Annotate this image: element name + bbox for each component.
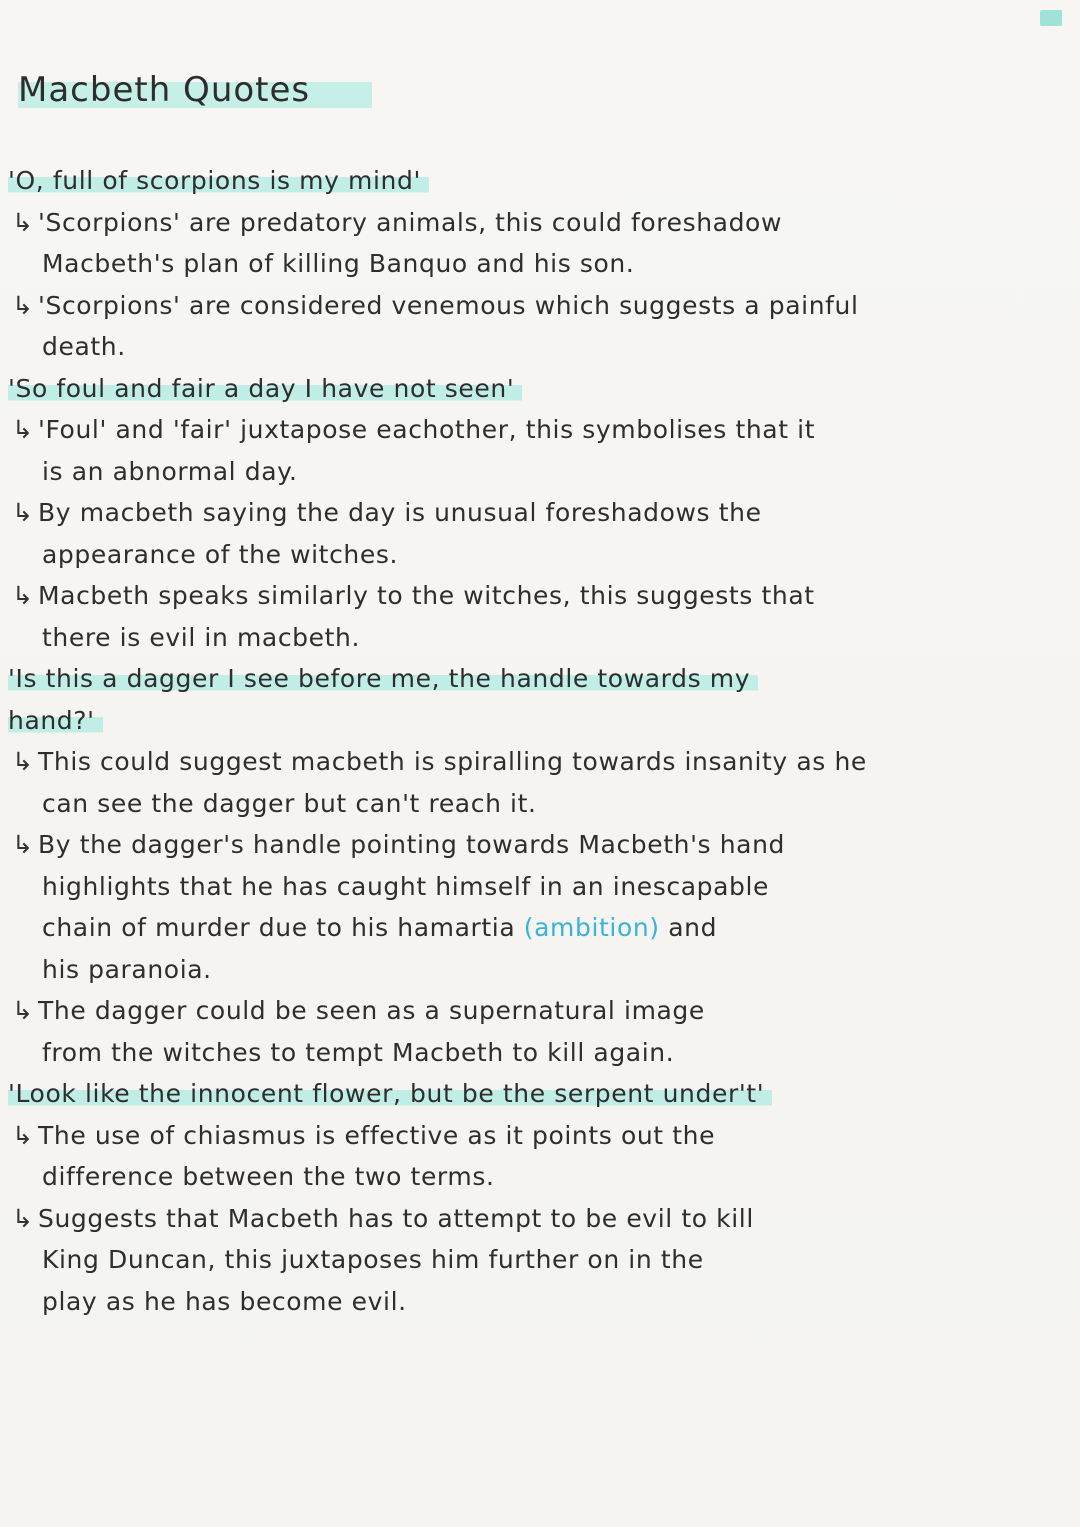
quote-line xyxy=(8,160,1048,202)
arrow-bullet-icon: ↳ xyxy=(12,747,34,776)
ambition-annotation: (ambition) xyxy=(523,913,660,942)
analysis-continuation xyxy=(8,783,1048,825)
quote-text: 'Is this a dagger I see before me, the handle towards my xyxy=(8,664,758,693)
analysis-point xyxy=(8,990,1048,1032)
analysis-text: By the dagger's handle pointing towards Macbeth's hand xyxy=(38,830,786,859)
analysis-continuation xyxy=(8,243,1048,285)
analysis-continuation xyxy=(8,1239,1048,1281)
analysis-point xyxy=(8,575,1048,617)
analysis-point xyxy=(8,824,1048,866)
analysis-text: This could suggest macbeth is spiralling towards insanity as he xyxy=(38,747,867,776)
analysis-point xyxy=(8,1115,1048,1157)
analysis-continuation xyxy=(8,907,1048,949)
analysis-continuation xyxy=(8,1032,1048,1074)
arrow-bullet-icon: ↳ xyxy=(12,1203,34,1233)
notes-body xyxy=(8,160,1048,1322)
analysis-text: can see the dagger but can't reach it. xyxy=(42,788,537,818)
page-title: Macbeth Quotes xyxy=(18,70,372,110)
arrow-bullet-icon: ↳ xyxy=(12,996,34,1025)
analysis-text: 'Scorpions' are predatory animals, this could foreshadow xyxy=(38,207,782,237)
analysis-point xyxy=(8,1198,1048,1240)
analysis-point xyxy=(8,409,1048,451)
analysis-text: 'Foul' and 'fair' juxtapose eachother, this symbolises that it xyxy=(38,415,816,444)
analysis-text: 'Scorpions' are considered venemous which suggests a painful xyxy=(38,290,859,320)
analysis-continuation xyxy=(8,866,1048,908)
quote-line xyxy=(8,700,1048,742)
analysis-text: King Duncan, this juxtaposes him further on in the xyxy=(42,1245,704,1274)
analysis-continuation xyxy=(8,1281,1048,1323)
quote-line xyxy=(8,1073,1048,1115)
analysis-continuation xyxy=(8,1156,1048,1198)
arrow-bullet-icon: ↳ xyxy=(12,830,34,859)
analysis-point xyxy=(8,285,1048,327)
analysis-point xyxy=(8,202,1048,244)
analysis-continuation xyxy=(8,534,1048,576)
analysis-continuation xyxy=(8,949,1048,991)
analysis-point xyxy=(8,492,1048,534)
analysis-continuation xyxy=(8,326,1048,368)
analysis-text: death. xyxy=(42,332,126,361)
analysis-continuation xyxy=(8,451,1048,493)
analysis-text: The dagger could be seen as a supernatural image xyxy=(38,996,705,1025)
analysis-text: Macbeth speaks similarly to the witches, this suggests that xyxy=(38,581,815,610)
arrow-bullet-icon: ↳ xyxy=(12,581,34,610)
analysis-text: difference between the two terms. xyxy=(42,1162,495,1191)
arrow-bullet-icon: ↳ xyxy=(12,498,34,527)
analysis-point xyxy=(8,741,1048,783)
analysis-text-tail: and xyxy=(659,913,718,942)
quote-line xyxy=(8,658,1048,700)
arrow-bullet-icon: ↳ xyxy=(12,1120,34,1150)
page-tab-marker xyxy=(1040,10,1062,26)
quote-line xyxy=(8,368,1048,410)
analysis-continuation xyxy=(8,617,1048,659)
analysis-text: is an abnormal day. xyxy=(42,456,298,486)
quote-text: 'So foul and fair a day I have not seen' xyxy=(8,374,522,403)
analysis-text: his paranoia. xyxy=(42,954,212,984)
analysis-text: from the witches to tempt Macbeth to kill again. xyxy=(42,1037,675,1067)
arrow-bullet-icon: ↳ xyxy=(12,415,34,444)
quote-text: 'O, full of scorpions is my mind' xyxy=(8,166,429,195)
analysis-text: By macbeth saying the day is unusual foreshadows the xyxy=(38,498,762,527)
analysis-text: chain of murder due to his hamartia xyxy=(42,913,516,942)
analysis-text: The use of chiasmus is effective as it points out the xyxy=(38,1120,716,1150)
analysis-text: there is evil in macbeth. xyxy=(42,622,361,652)
analysis-text: play as he has become evil. xyxy=(42,1286,407,1316)
arrow-bullet-icon: ↳ xyxy=(12,207,34,237)
quote-text: 'Look like the innocent flower, but be the serpent under't' xyxy=(8,1079,772,1108)
arrow-bullet-icon: ↳ xyxy=(12,290,34,320)
analysis-text: appearance of the witches. xyxy=(42,539,399,569)
analysis-text: Suggests that Macbeth has to attempt to be evil to kill xyxy=(38,1203,754,1233)
analysis-text: highlights that he has caught himself in an inescapable xyxy=(42,871,770,901)
quote-text: hand?' xyxy=(8,706,103,735)
analysis-text: Macbeth's plan of killing Banquo and his son. xyxy=(42,249,635,278)
